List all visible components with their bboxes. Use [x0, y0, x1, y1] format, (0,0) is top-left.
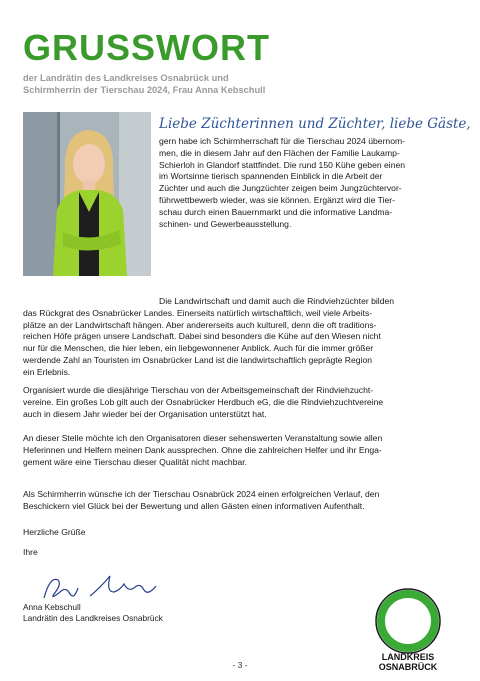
- text-line: auch in diesem Jahr wieder bei der Organisation unterstützt hat.: [23, 408, 267, 419]
- closing-greeting: Herzliche Grüße: [23, 527, 86, 537]
- salutation: Liebe Züchterinnen und Züchter, liebe Gäste,: [159, 116, 471, 132]
- intro-paragraph: [159, 136, 461, 230]
- text-line: schau durch einen Bauernmarkt und die informative Landma-: [159, 206, 393, 217]
- text-line: reichen Höfe prägen unsere Landschaft. Dabei sind besonders die Kühe auf den Wiesen nicht: [23, 331, 381, 342]
- text-line: nur für die Menschen, die hier leben, ein liebgewonnener Anblick. Auch für die immer größer: [23, 343, 374, 354]
- subtitle-line: Schirmherrin der Tierschau 2024, Frau Anna Kebschull: [23, 85, 266, 95]
- text-line: ein Erlebnis.: [23, 366, 71, 377]
- text-line: Als Schirmherrin wünsche ich der Tierschau Osnabrück 2024 einen erfolgreichen Verlauf, den: [23, 489, 380, 499]
- closing-ihre: Ihre: [23, 547, 38, 557]
- text-line: das Rückgrat des Osnabrücker Landes. Einerseits natürlich wirtschaftlich, weil viele Arbeits-: [23, 307, 373, 318]
- text-line: werdende Zahl an Touristen im Osnabrücker Land ist die landwirtschaftlich geprägte Region: [23, 354, 373, 365]
- text-line: gern habe ich Schirmherrschaft für die Tierschau 2024 übernom-: [159, 136, 406, 146]
- text-line: Beschickern viel Glück bei der Bewertung und allen Gästen einen informativen Aufenthalt.: [23, 500, 365, 511]
- signature-name: Anna Kebschull: [23, 602, 81, 612]
- text-line: plätze an der Landwirtschaft hängen. Aber andererseits auch kulturell, denn die oft traditions-: [23, 319, 377, 330]
- subtitle: [23, 72, 463, 96]
- text-line: Heferinnen und Helfern meinen Dank aussprechen. Ohne die zahlreichen Helfer und ihr Enga-: [23, 444, 382, 455]
- text-line: men, die in diesem Jahr auf den Flächen der Familie Laukamp-: [159, 147, 400, 158]
- paragraph-organisation: [23, 385, 463, 420]
- text-line: An dieser Stelle möchte ich den Organisatoren dieser sehenswerten Veranstaltung sowie allen: [23, 433, 383, 443]
- page-title: GRUSSWORT: [23, 27, 270, 68]
- landkreis-osnabrueck-logo: [371, 588, 445, 662]
- text-line: vereine. Ein großes Lob gilt auch der Osnabrücker Herdbuch eG, die die Rindviehzuchtvereine: [23, 396, 384, 407]
- paragraph-agriculture: [23, 296, 463, 379]
- logo-text-line2: OSNABRÜCK: [378, 662, 438, 672]
- text-line: gement wäre eine Tierschau dieser Qualität nicht machbar.: [23, 456, 248, 467]
- text-line: im Wortsinne tierisch spannenden Einblick in die Arbeit der: [159, 171, 383, 182]
- paragraph-thanks: [23, 433, 463, 468]
- text-line: Schierloh in Glandorf stattfindet. Die rund 150 Kühe geben einen: [159, 159, 406, 170]
- page-number: - 3 -: [232, 660, 248, 670]
- signature-title: Landrätin des Landkreises Osnabrück: [23, 613, 163, 623]
- text-line: schinen- und Gewerbeausstellung.: [159, 218, 292, 229]
- logo-text-line1: LANDKREIS: [381, 652, 435, 662]
- subtitle-line: der Landrätin des Landkreises Osnabrück und: [23, 73, 229, 83]
- text-line: Züchter und auch die Jungzüchter zeigen beim Jungzüchtervor-: [159, 183, 402, 194]
- paragraph-wishes: [23, 489, 463, 513]
- text-line: Organisiert wurde die diesjährige Tierschau von der Arbeitsgemeinschaft der Rindviehzucht-: [23, 385, 374, 395]
- text-line: Die Landwirtschaft und damit auch die Rindviehzüchter bilden: [159, 296, 395, 306]
- text-line: führwettbewerb wieder, was sie können. Ergänzt wird die Tier-: [159, 194, 395, 205]
- portrait-photo: [23, 112, 151, 276]
